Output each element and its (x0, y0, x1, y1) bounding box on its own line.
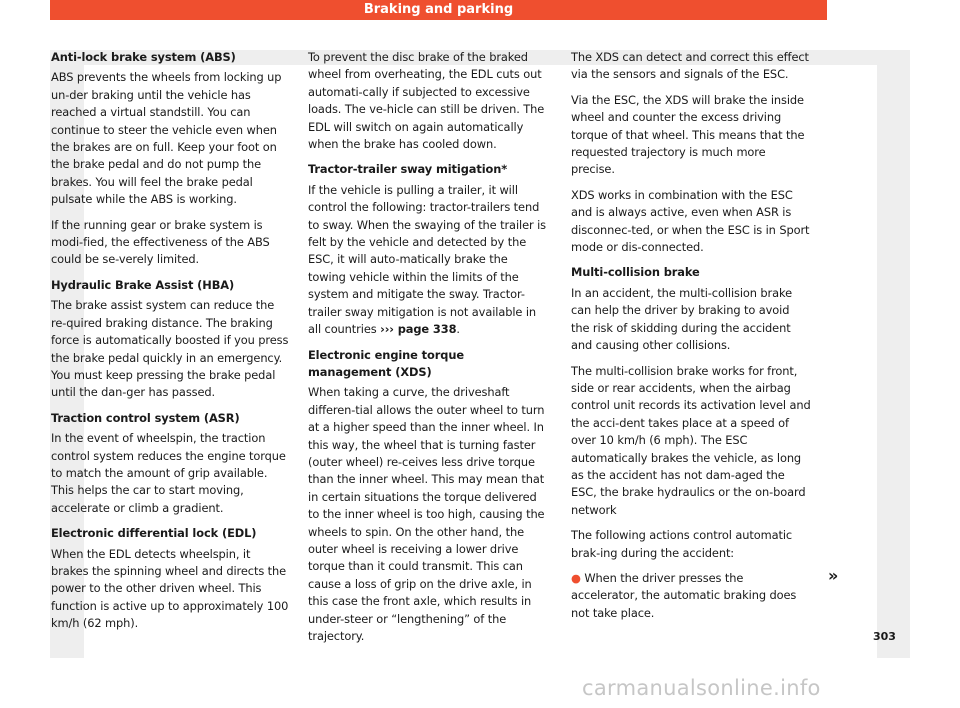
column-right (571, 49, 811, 630)
column-middle (308, 49, 548, 653)
paragraph-edl-1: When the EDL detects wheelspin, it brakes the spinning wheel and directs the power to the other driven wheel. This function is active up to approximately 100 km/h (62 mph). (51, 546, 289, 631)
heading-abs: Anti-lock brake system (ABS) (51, 50, 236, 64)
paragraph-xds-4: XDS works in combination with the ESC and is always active, even when ASR is disconnec-ted, or when the ESC is in Sport mode or dis-connected. (571, 187, 810, 255)
paragraph-mcb-1: In an accident, the multi-collision brake can help the driver by braking to avoid the risk of skidding during the accident and causing other collisions. (571, 285, 793, 353)
paragraph-hba-1: The brake assist system can reduce the re-quired braking distance. The braking force is automatically boosted if you press the brake pedal quickly in an emergency. You must keep pressing the brake pedal until the dan-ger has passed. (51, 298, 289, 400)
heading-hba: Hydraulic Brake Assist (HBA) (51, 277, 235, 292)
bullet-item (571, 570, 811, 622)
paragraph-abs-2: If the running gear or brake system is modi-fied, the effectiveness of the ABS could be se-verely limited. (51, 217, 270, 267)
column-left (51, 49, 291, 641)
heading-multi-collision: Multi-collision brake (571, 265, 700, 280)
paragraph-abs-1: ABS prevents the wheels from locking up un-der braking until the vehicle has reached a virtual standstill. You can continue to steer the vehicle even when the brakes are on full. Keep your foot on the brake pedal and do not pump the brakes. You will feel the brake pedal pulsate while the ABS is working. (51, 70, 282, 207)
trailer-sway-text: If the vehicle is pulling a trailer, it will control the following: tractor-trailers tend to sway. When the swaying of the trailer is felt by the vehicle and detected by the ESC, it will auto-matically brake the towing vehicle within the limits of the system and mitigate the sway. Tractor-trailer sway mitigation is not available in all countries (308, 182, 546, 337)
watermark: carmanualsonline.info (582, 676, 821, 700)
page-reference-link[interactable]: ››› page 338 (380, 322, 457, 337)
paragraph-edl-2: To prevent the disc brake of the braked wheel from overheating, the EDL cuts out automati-cally if subjected to excessive loads. The ve-hicle can still be driven. The EDL will switch on again automatically when the brake has cooled down. (308, 50, 545, 152)
heading-xds: Electronic engine torque management (XDS) (308, 347, 464, 379)
paragraph-mcb-2: The multi-collision brake works for front, side or rear accidents, when the airbag control unit records its activation level and the acci-dent takes place at a speed of over 10 km/h (6 mph). The ESC automatically brakes the vehicle, as long as the accident has not dam-aged the ESC, the brake hydraulics or the on-board network (571, 363, 811, 517)
page-number: 303 (873, 630, 896, 643)
continue-arrow-icon: » (828, 566, 839, 585)
section-header: Braking and parking (50, 0, 827, 20)
trailer-sway-end: . (456, 322, 460, 337)
bullet-dot-icon: ● (571, 570, 581, 585)
paragraph-xds-3: Via the ESC, the XDS will brake the inside wheel and counter the excess driving torque of that wheel. This means that the requested trajectory is much more precise. (571, 92, 805, 177)
paragraph-trailer-sway (308, 182, 548, 339)
heading-edl: Electronic differential lock (EDL) (51, 526, 257, 541)
heading-asr: Traction control system (ASR) (51, 410, 240, 425)
paragraph-xds-2: The XDS can detect and correct this effect via the sensors and signals of the ESC. (571, 50, 809, 82)
paragraph-mcb-3: The following actions control automatic brak-ing during the accident: (571, 528, 793, 560)
heading-trailer-sway: Tractor-trailer sway mitigation* (308, 162, 508, 177)
paragraph-asr-1: In the event of wheelspin, the traction control system reduces the engine torque to match the amount of grip available. This helps the car to start moving, accelerate or climb a gradient. (51, 431, 286, 515)
bullet-text: When the driver presses the accelerator, the automatic braking does not take place. (571, 570, 797, 620)
paragraph-xds-1: When taking a curve, the driveshaft differen-tial allows the outer wheel to turn at a higher speed than the inner wheel. In this way, the wheel that is turning faster (outer wheel) re-ceives less drive torque than the inner wheel. This may mean that in certain situations the torque delivered to the inner wheel is too high, causing the wheels to spin. On the other hand, the outer wheel is receiving a lower drive torque than it could transmit. This can cause a loss of grip on the drive axle, in this case the front axle, which results in under-steer or “lengthening” of the trajectory. (308, 385, 545, 643)
